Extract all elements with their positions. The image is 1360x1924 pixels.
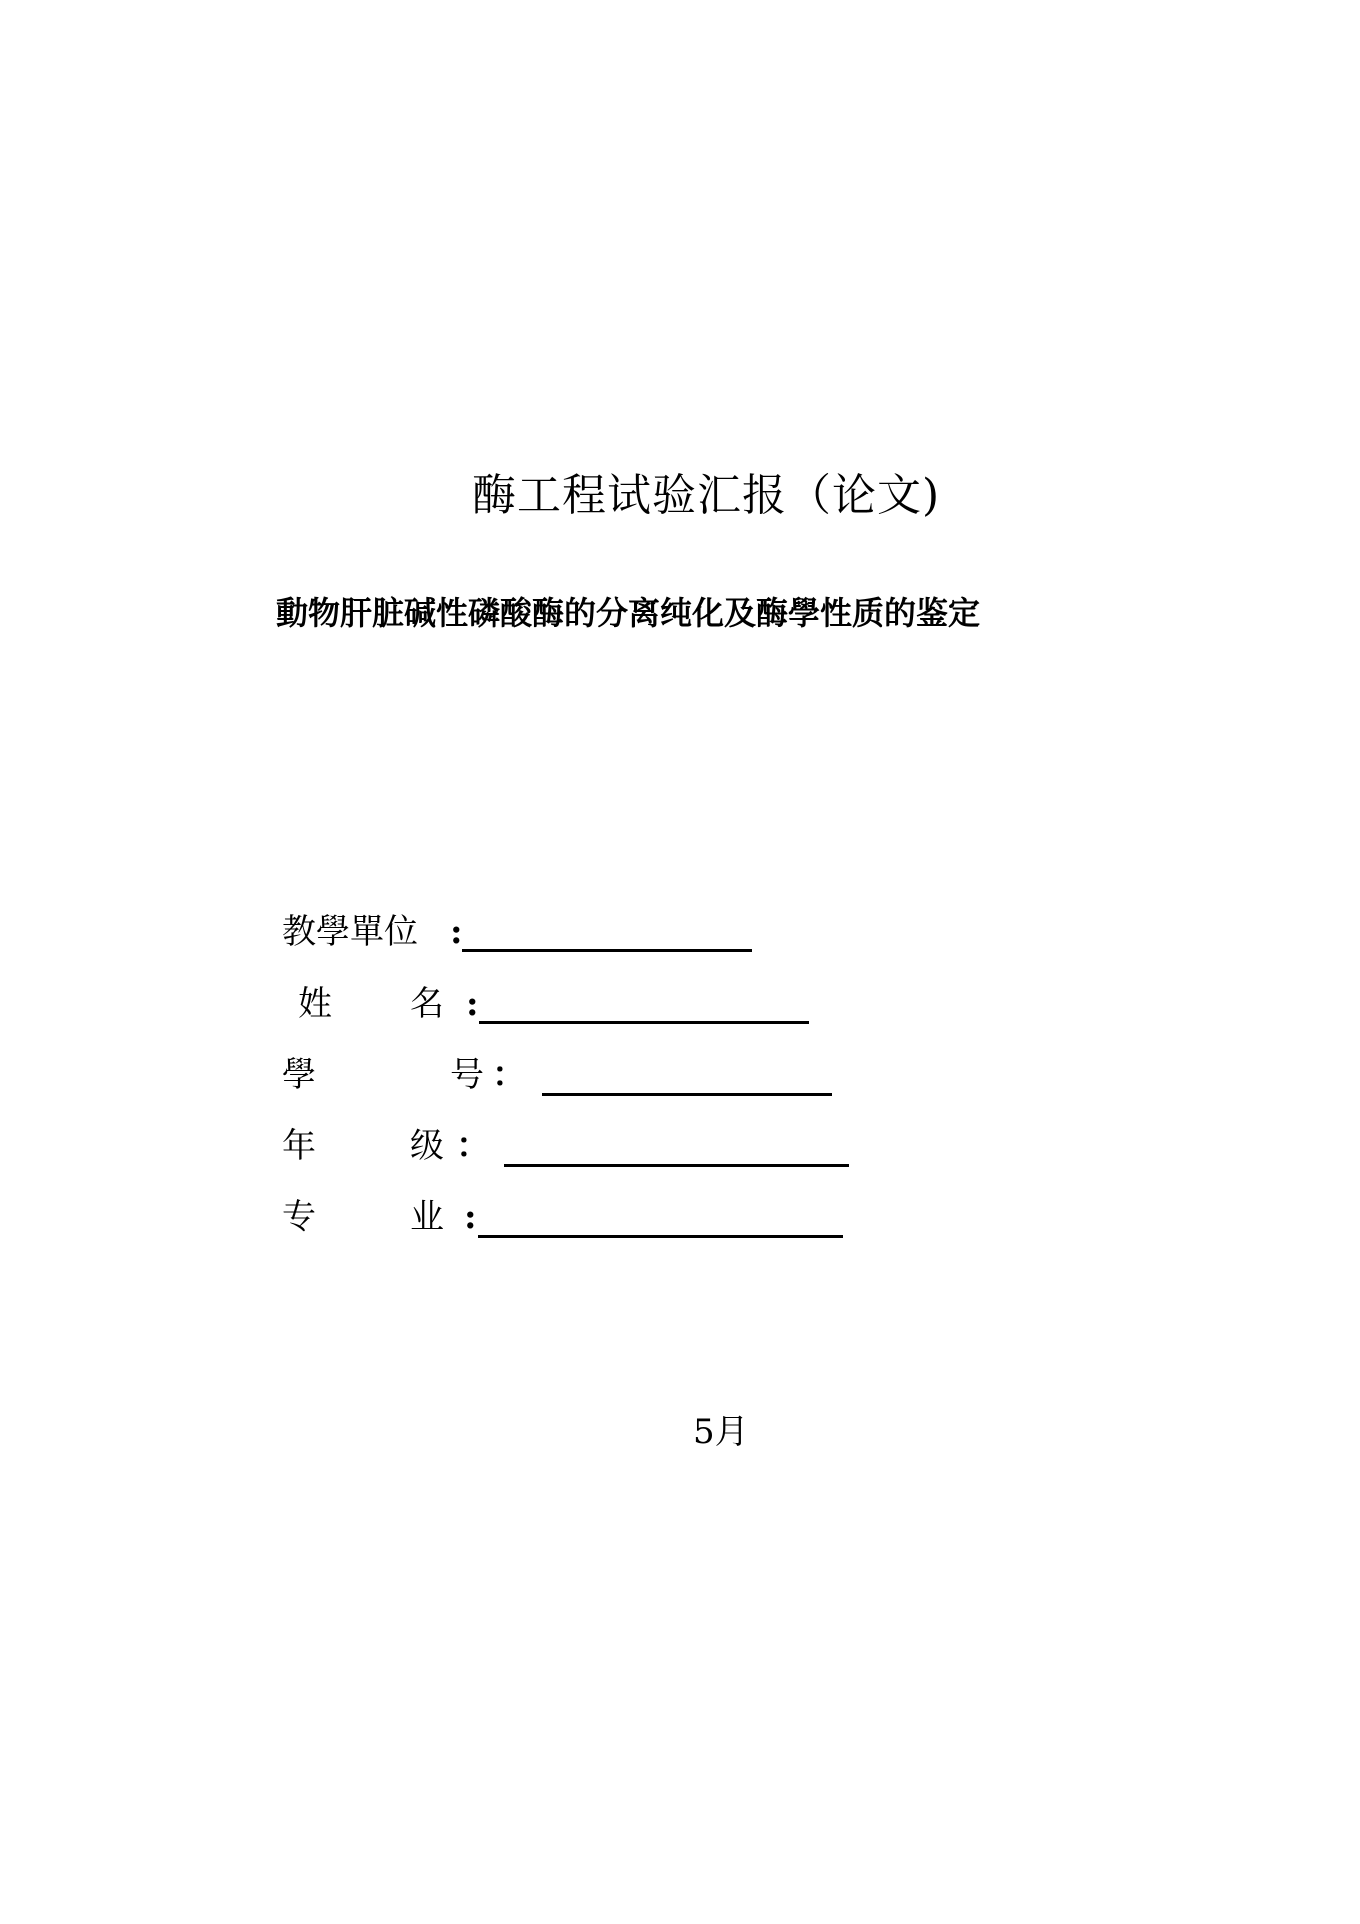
field-label-name-part1: 姓	[298, 984, 332, 1024]
field-colon: ：	[456, 1126, 490, 1166]
underline-name	[479, 1021, 809, 1024]
field-colon: :	[450, 912, 463, 952]
field-label-student-number-part1: 學	[282, 1055, 316, 1095]
field-label-major-part1: 专	[282, 1197, 316, 1237]
field-colon: ：	[492, 1055, 526, 1095]
field-colon: :	[464, 1197, 477, 1237]
field-colon: :	[466, 984, 479, 1024]
report-subtitle: 動物肝脏碱性磷酸酶的分离纯化及酶學性质的鉴定	[276, 594, 981, 632]
underline-grade	[504, 1164, 849, 1167]
report-title: 酶工程试验汇报（论文)	[472, 470, 941, 521]
underline-major	[478, 1235, 843, 1238]
underline-student-number	[542, 1093, 832, 1096]
report-date: 5月	[693, 1412, 749, 1452]
field-label-teaching-unit: 教學單位	[282, 912, 418, 952]
field-label-name-part2: 名	[410, 984, 444, 1024]
field-grade	[282, 1122, 862, 1170]
field-label-grade-part1: 年	[282, 1126, 316, 1166]
underline-teaching-unit	[462, 949, 752, 952]
field-label-grade-part2: 级	[410, 1126, 444, 1166]
field-major	[282, 1193, 862, 1241]
field-label-student-number-part2: 号	[450, 1055, 484, 1095]
field-label-major-part2: 业	[410, 1197, 444, 1237]
field-student-number	[282, 1051, 842, 1099]
